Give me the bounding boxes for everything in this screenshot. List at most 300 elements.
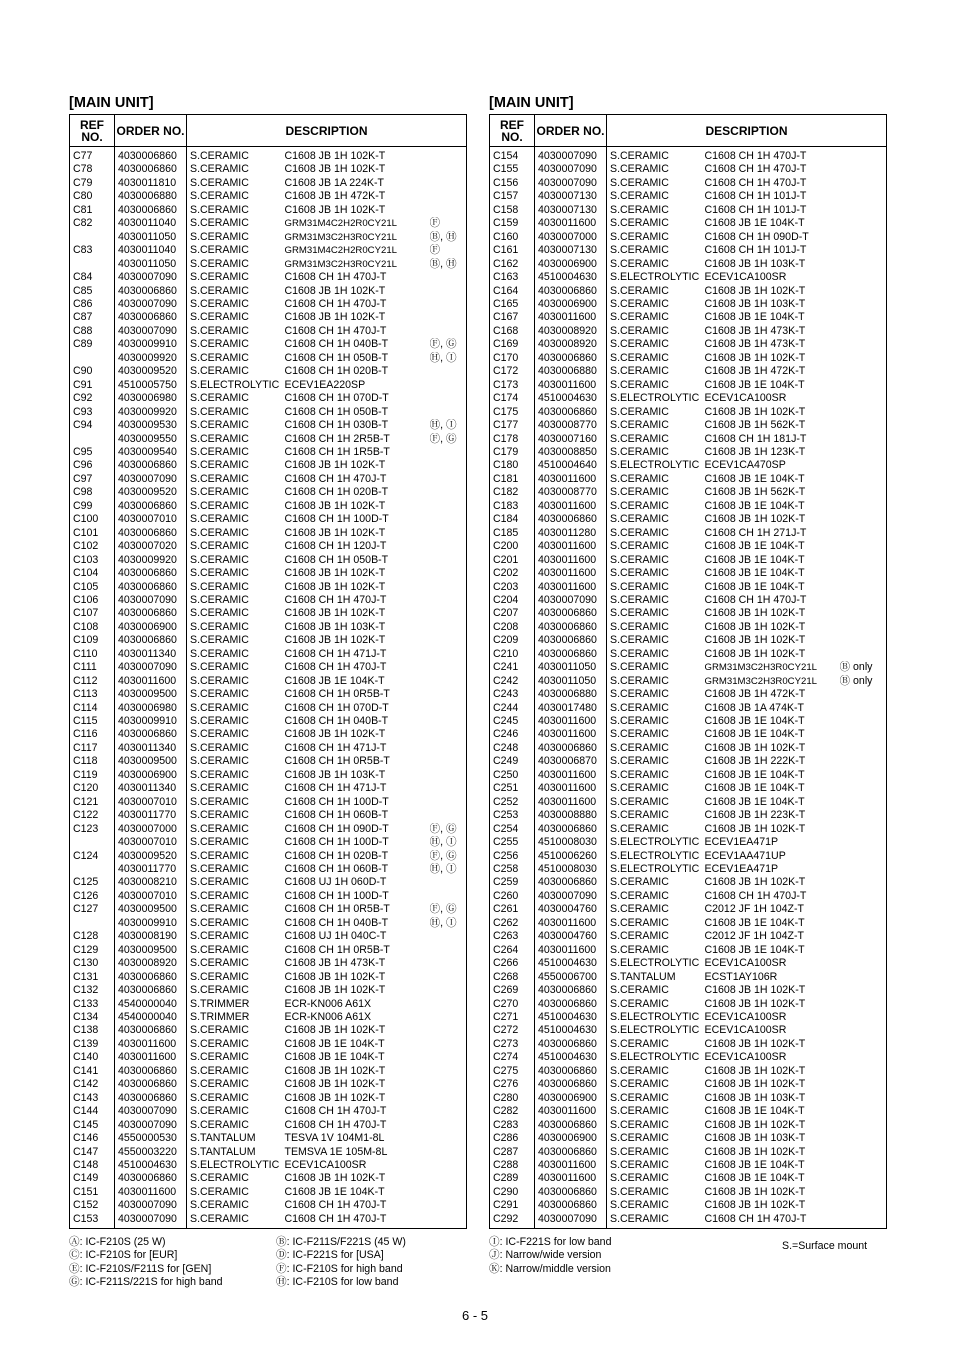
version-note-cell [430, 147, 467, 164]
table-row [490, 998, 887, 1011]
part-type-cell: S.CERAMIC [607, 581, 702, 594]
order-no-cell: 4030006870 [535, 755, 607, 768]
part-type-cell: S.CERAMIC [607, 648, 702, 661]
part-spec-cell: C1608 JB 1H 102K-T [284, 970, 386, 983]
part-spec-cell: C1608 JB 1A 474K-T [704, 701, 805, 714]
ref-no-cell: C290 [490, 1186, 535, 1199]
table-row [490, 876, 887, 889]
order-no-cell: 4030007090 [115, 1119, 187, 1132]
part-spec-cell: C1608 UJ 1H 040C-T [284, 930, 387, 943]
part-type-cell: S.CERAMIC [187, 648, 282, 661]
ref-no-cell: C80 [70, 190, 115, 203]
ref-no-cell: C262 [490, 917, 535, 930]
order-no-cell: 4030006860 [535, 876, 607, 889]
part-spec-cell: C1608 CH 1H 470J-T [702, 1213, 840, 1229]
part-type-cell: S.CERAMIC [187, 258, 282, 271]
version-note-cell [430, 944, 467, 957]
part-type-cell: S.CERAMIC [607, 244, 702, 257]
ref-no-cell: C243 [490, 688, 535, 701]
part-spec-cell: C1608 JB 1H 102K-T [704, 1145, 806, 1158]
ref-no-cell: C154 [490, 147, 535, 164]
part-type-cell: S.CERAMIC [187, 325, 282, 338]
table-row [70, 1011, 467, 1024]
part-spec-cell: C1608 JB 1H 102K-T [284, 1064, 386, 1077]
version-note-cell [430, 594, 467, 607]
table-row [70, 607, 467, 620]
table-row [490, 338, 887, 351]
table-row [490, 258, 887, 271]
part-spec-cell: C1608 JB 1E 104K-T [704, 499, 805, 512]
order-no-cell: 4030007010 [115, 836, 187, 849]
part-spec-cell: C1608 JB 1H 102K-T [704, 997, 806, 1010]
part-type-cell: S.CERAMIC [187, 1186, 282, 1199]
ref-no-cell: C148 [70, 1159, 115, 1172]
version-note-cell [430, 1172, 467, 1185]
table-row [70, 352, 467, 365]
order-no-cell: 4030009530 [115, 419, 187, 432]
version-note-cell [430, 621, 467, 634]
part-spec-cell: ECST1AY106R [704, 970, 778, 983]
order-no-cell: 4030008880 [535, 809, 607, 822]
table-row [490, 1051, 887, 1064]
ref-no-cell: C130 [70, 957, 115, 970]
order-no-cell: 4030011600 [535, 944, 607, 957]
part-spec-cell: C1608 JB 1H 102K-T [704, 1199, 806, 1212]
table-row [70, 244, 467, 257]
order-no-cell: 4030009500 [115, 903, 187, 916]
table-row [490, 1159, 887, 1172]
ref-no-cell: C256 [490, 850, 535, 863]
version-note-cell [840, 567, 887, 580]
ref-no-cell [70, 836, 115, 849]
order-no-cell: 4030007090 [535, 163, 607, 176]
ref-no-cell: C282 [490, 1105, 535, 1118]
table-row [70, 1051, 467, 1064]
part-spec-cell: C1608 JB 1H 102K-T [284, 1172, 386, 1185]
order-no-cell: 4030007090 [535, 890, 607, 903]
part-spec-cell: C1608 CH 1H 101J-T [704, 244, 807, 257]
part-type-cell: S.CERAMIC [607, 876, 702, 889]
part-spec-cell: C1608 JB 1E 104K-T [704, 943, 805, 956]
part-type-cell: S.CERAMIC [607, 890, 702, 903]
version-note-cell: Ⓗ, Ⓘ [430, 419, 467, 432]
part-type-cell: S.CERAMIC [607, 204, 702, 217]
part-type-cell: S.CERAMIC [607, 796, 702, 809]
part-type-cell: S.CERAMIC [187, 688, 282, 701]
order-no-cell: 4030011600 [535, 554, 607, 567]
version-note-cell [430, 1146, 467, 1159]
ref-no-cell: C180 [490, 459, 535, 472]
table-row [490, 1146, 887, 1159]
part-spec-cell: C1608 CH 1H 271J-T [704, 526, 807, 539]
table-row [70, 688, 467, 701]
table-row [490, 1092, 887, 1105]
version-note-cell [430, 1105, 467, 1118]
version-note-cell [840, 903, 887, 916]
table-row [70, 903, 467, 916]
table-row [70, 836, 467, 849]
part-type-cell: S.CERAMIC [187, 957, 282, 970]
part-type-cell: S.CERAMIC [607, 567, 702, 580]
order-no-cell: 4030011600 [535, 1159, 607, 1172]
table-row [490, 365, 887, 378]
version-note-cell [840, 1172, 887, 1185]
part-spec-cell: C1608 JB 1E 104K-T [704, 553, 805, 566]
table-row [490, 271, 887, 284]
ref-no-cell: C134 [70, 1011, 115, 1024]
ref-no-cell: C280 [490, 1092, 535, 1105]
order-no-cell: 4030006900 [535, 298, 607, 311]
part-spec-cell: ECEV1CA470SP [704, 459, 786, 472]
ref-no-cell: C179 [490, 446, 535, 459]
table-row [70, 755, 467, 768]
part-spec-cell: C1608 CH 1H 020B-T [284, 486, 389, 499]
part-spec-cell: GRM31M4C2H2R0CY21L [284, 218, 398, 230]
table-row [70, 190, 467, 203]
part-spec-cell: C1608 CH 1H 020B-T [284, 849, 389, 862]
part-type-cell: S.CERAMIC [607, 540, 702, 553]
part-spec-cell: C1608 UJ 1H 060D-T [284, 876, 387, 889]
part-type-cell: S.CERAMIC [187, 581, 282, 594]
version-note-cell [840, 984, 887, 997]
order-no-cell: 4030011340 [115, 742, 187, 755]
order-no-cell: 4030007090 [535, 177, 607, 190]
part-spec-cell: C1608 JB 1H 102K-T [284, 984, 386, 997]
table-row [70, 527, 467, 540]
part-type-cell: S.CERAMIC [187, 271, 282, 284]
part-spec-cell: C1608 JB 1H 562K-T [704, 419, 806, 432]
version-note-cell [840, 1078, 887, 1091]
table-row [490, 715, 887, 728]
version-note-cell [840, 311, 887, 324]
order-no-cell: 4510008030 [535, 863, 607, 876]
version-note-cell [430, 688, 467, 701]
table-row [490, 244, 887, 257]
order-no-cell: 4030011600 [535, 796, 607, 809]
table-row [490, 177, 887, 190]
part-spec-cell: C1608 JB 1H 102K-T [704, 405, 806, 418]
part-type-cell: S.CERAMIC [187, 1092, 282, 1105]
order-no-cell: 4030011600 [535, 769, 607, 782]
part-type-cell: S.CERAMIC [607, 944, 702, 957]
table-row [70, 1092, 467, 1105]
part-spec-cell: C1608 CH 1H 470J-T [284, 324, 387, 337]
order-no-cell: 4030006860 [535, 984, 607, 997]
version-note-cell [840, 998, 887, 1011]
ref-no-cell: C78 [70, 163, 115, 176]
legend-notes-left [69, 1236, 223, 1290]
ref-no-cell: C109 [70, 634, 115, 647]
table-row [490, 836, 887, 849]
ref-no-cell: C98 [70, 486, 115, 499]
ref-no-cell: C181 [490, 473, 535, 486]
part-type-cell: S.CERAMIC [607, 1146, 702, 1159]
part-type-cell: S.CERAMIC [187, 352, 282, 365]
order-no-cell: 4030006860 [535, 1038, 607, 1051]
part-type-cell: S.CERAMIC [187, 782, 282, 795]
table-row [70, 675, 467, 688]
table-row [70, 728, 467, 741]
table-row [490, 554, 887, 567]
ref-no-cell: C96 [70, 459, 115, 472]
table-row [70, 1172, 467, 1185]
part-spec-cell: C1608 JB 1E 104K-T [704, 1105, 805, 1118]
part-spec-cell: C1608 JB 1H 562K-T [704, 486, 806, 499]
version-note-cell [840, 1038, 887, 1051]
version-note-cell [840, 1065, 887, 1078]
part-type-cell: S.CERAMIC [187, 244, 282, 257]
order-no-cell: 4030011600 [535, 782, 607, 795]
part-spec-cell: C1608 CH 1H 470J-T [704, 176, 807, 189]
table-row [490, 459, 887, 472]
part-type-cell: S.CERAMIC [607, 1065, 702, 1078]
version-note-cell: Ⓕ, Ⓖ [430, 823, 467, 836]
version-note-cell [840, 850, 887, 863]
part-type-cell: S.CERAMIC [607, 1186, 702, 1199]
ref-no-cell: C168 [490, 325, 535, 338]
part-spec-cell: C1608 CH 1H 470J-T [704, 593, 807, 606]
part-type-cell: S.CERAMIC [607, 379, 702, 392]
part-spec-cell: C1608 JB 1E 104K-T [284, 1051, 385, 1064]
part-type-cell: S.CERAMIC [187, 311, 282, 324]
version-note-cell [840, 406, 887, 419]
part-spec-cell: C1608 JB 1E 104K-T [704, 782, 805, 795]
ref-no-cell: C142 [70, 1078, 115, 1091]
order-no-cell: 4510005750 [115, 379, 187, 392]
version-note-cell [430, 325, 467, 338]
part-type-cell: S.CERAMIC [607, 742, 702, 755]
part-spec-cell: C1608 CH 1H 470J-T [282, 1213, 430, 1229]
table-row [70, 634, 467, 647]
ref-no-cell: C276 [490, 1078, 535, 1091]
version-note-cell [840, 782, 887, 795]
part-type-cell: S.CERAMIC [607, 338, 702, 351]
version-note-cell [840, 1092, 887, 1105]
table-row [490, 1172, 887, 1185]
legend-note: Ⓖ: IC-F211S/221S for high band [69, 1276, 223, 1289]
part-spec-cell: C1608 CH 1H 470J-T [284, 1199, 387, 1212]
part-type-cell: S.CERAMIC [187, 675, 282, 688]
part-spec-cell: C1608 JB 1A 224K-T [284, 176, 385, 189]
part-spec-cell: C1608 CH 1H 060B-T [284, 809, 389, 822]
part-spec-cell: C1608 JB 1H 103K-T [284, 768, 386, 781]
part-spec-cell: C1608 CH 1H 100D-T [284, 795, 389, 808]
order-no-header: ORDER NO. [535, 115, 607, 147]
part-type-cell: S.CERAMIC [607, 147, 702, 164]
part-type-cell: S.CERAMIC [607, 1105, 702, 1118]
ref-no-cell: C153 [70, 1213, 115, 1229]
ref-no-cell: C169 [490, 338, 535, 351]
parts-table [69, 114, 467, 1229]
part-type-cell: S.CERAMIC [607, 433, 702, 446]
table-row [70, 271, 467, 284]
part-type-cell: S.CERAMIC [607, 285, 702, 298]
ref-no-cell: C114 [70, 702, 115, 715]
part-spec-cell: C1608 CH 1H 090D-T [704, 230, 809, 243]
part-spec-cell: C1608 JB 1H 222K-T [704, 755, 806, 768]
table-row [490, 594, 887, 607]
version-note-cell: Ⓑ only [840, 675, 887, 688]
ref-no-cell: C138 [70, 1024, 115, 1037]
ref-no-cell: C248 [490, 742, 535, 755]
table-row [70, 1024, 467, 1037]
order-no-cell: 4030011600 [535, 473, 607, 486]
part-type-cell: S.ELECTROLYTIC [607, 1051, 702, 1064]
ref-no-cell: C263 [490, 930, 535, 943]
order-no-cell: 4030011770 [115, 809, 187, 822]
table-row [70, 392, 467, 405]
table-row [70, 769, 467, 782]
ref-no-cell: C185 [490, 527, 535, 540]
order-no-cell: 4030009500 [115, 755, 187, 768]
version-note-cell [840, 769, 887, 782]
order-no-cell: 4030006900 [115, 621, 187, 634]
order-no-cell: 4030011040 [115, 244, 187, 257]
table-row [490, 634, 887, 647]
part-type-cell: S.CERAMIC [607, 406, 702, 419]
table-row [490, 1213, 887, 1229]
ref-no-cell: C178 [490, 433, 535, 446]
order-no-cell: 4030007160 [535, 433, 607, 446]
table-row [70, 338, 467, 351]
order-no-cell: 4030011770 [115, 863, 187, 876]
table-row [490, 957, 887, 970]
table-row [490, 1065, 887, 1078]
ref-no-cell: C201 [490, 554, 535, 567]
order-no-cell: 4030007090 [115, 594, 187, 607]
order-no-cell: 4030011600 [535, 1172, 607, 1185]
part-spec-cell: C1608 JB 1H 102K-T [284, 150, 386, 162]
table-row [490, 782, 887, 795]
part-type-cell: S.CERAMIC [187, 392, 282, 405]
order-no-cell: 4030006860 [115, 285, 187, 298]
part-type-cell: S.CERAMIC [607, 917, 702, 930]
table-row [490, 850, 887, 863]
version-note-cell: Ⓕ, Ⓖ [430, 903, 467, 916]
legend-notes-right [489, 1236, 611, 1276]
table-row [490, 1011, 887, 1024]
order-no-cell: 4030007090 [115, 325, 187, 338]
version-note-cell: Ⓕ, Ⓖ [430, 850, 467, 863]
order-no-cell: 4030008770 [535, 419, 607, 432]
ref-no-cell: C172 [490, 365, 535, 378]
order-no-cell: 4030006860 [115, 634, 187, 647]
ref-no-header: REF NO. [490, 115, 535, 147]
ref-no-cell: C122 [70, 809, 115, 822]
part-type-cell: S.TRIMMER [187, 998, 282, 1011]
ref-no-cell: C100 [70, 513, 115, 526]
part-spec-cell: C1608 JB 1H 102K-T [704, 647, 806, 660]
ref-no-cell: C269 [490, 984, 535, 997]
part-spec-cell: C1608 JB 1H 103K-T [704, 297, 806, 310]
version-note-cell: Ⓕ, Ⓖ [430, 338, 467, 351]
table-row [490, 675, 887, 688]
version-note-cell: Ⓑ, Ⓗ [430, 231, 467, 244]
order-no-cell: 4030006860 [535, 742, 607, 755]
part-type-cell: S.CERAMIC [187, 944, 282, 957]
order-no-cell: 4030007090 [115, 271, 187, 284]
version-note-cell [430, 365, 467, 378]
part-spec-cell: C1608 CH 1H 090D-T [284, 822, 389, 835]
ref-no-cell: C126 [70, 890, 115, 903]
table-row [70, 486, 467, 499]
table-row [70, 177, 467, 190]
table-row [70, 621, 467, 634]
version-note-cell [840, 1051, 887, 1064]
part-type-cell: S.CERAMIC [187, 903, 282, 916]
version-note-cell [840, 433, 887, 446]
order-no-cell: 4030006860 [535, 823, 607, 836]
order-no-cell: 4030006860 [535, 352, 607, 365]
legend-note: Ⓘ: IC-F221S for low band [489, 1236, 612, 1248]
table-row [490, 190, 887, 203]
part-type-cell: S.CERAMIC [607, 1078, 702, 1091]
part-spec-cell: C1608 JB 1H 102K-T [284, 567, 386, 580]
order-no-cell: 4030006980 [115, 392, 187, 405]
part-spec-cell: C1608 CH 1H 470J-T [284, 661, 387, 674]
part-type-cell: S.ELECTROLYTIC [187, 379, 282, 392]
part-spec-cell: C1608 CH 1H 040B-T [284, 338, 389, 351]
table-row [70, 1199, 467, 1212]
ref-no-cell: C127 [70, 903, 115, 916]
ref-no-cell: C260 [490, 890, 535, 903]
part-spec-cell: C1608 CH 1H 0R5B-T [284, 755, 390, 768]
table-row [490, 984, 887, 997]
part-type-cell: S.CERAMIC [187, 567, 282, 580]
ref-no-cell: C85 [70, 285, 115, 298]
order-no-cell: 4030008920 [535, 338, 607, 351]
table-row [490, 890, 887, 903]
table-row [70, 379, 467, 392]
table-row [490, 486, 887, 499]
table-row [70, 1038, 467, 1051]
version-note-cell [840, 634, 887, 647]
ref-no-cell: C286 [490, 1132, 535, 1145]
ref-no-header: REF NO. [70, 115, 115, 147]
table-row [490, 1199, 887, 1212]
order-no-cell: 4030006860 [535, 1065, 607, 1078]
ref-no-cell: C84 [70, 271, 115, 284]
part-spec-cell: C1608 JB 1E 104K-T [704, 916, 805, 929]
order-no-cell: 4030011050 [535, 675, 607, 688]
version-note-cell [840, 1199, 887, 1212]
version-note-cell [840, 581, 887, 594]
version-note-cell [430, 392, 467, 405]
version-note-cell [840, 944, 887, 957]
table-row [490, 540, 887, 553]
part-type-cell: S.CERAMIC [607, 661, 702, 674]
order-no-cell: 4030011600 [535, 567, 607, 580]
table-row [70, 147, 467, 164]
part-spec-cell: C1608 CH 1H 030B-T [284, 419, 389, 432]
part-spec-cell: C1608 JB 1H 102K-T [704, 351, 806, 364]
part-type-cell: S.CERAMIC [187, 163, 282, 176]
ref-no-cell: C159 [490, 217, 535, 230]
parts-table-body [490, 147, 887, 1229]
part-type-cell: S.ELECTROLYTIC [607, 1011, 702, 1024]
ref-no-cell: C106 [70, 594, 115, 607]
order-no-cell: 4030006860 [535, 285, 607, 298]
order-no-cell: 4030011050 [115, 231, 187, 244]
version-note-cell: Ⓗ, Ⓘ [430, 352, 467, 365]
table-row [490, 742, 887, 755]
legend-note: Ⓔ: IC-F210S/F211S for [GEN] [69, 1262, 212, 1275]
order-no-cell: 4030011600 [535, 728, 607, 741]
part-spec-cell: C1608 JB 1H 102K-T [284, 728, 386, 741]
part-spec-cell: TESVA 1V 104M1-8L [284, 1132, 385, 1145]
part-spec-cell: ECEV1CA100SR [704, 1011, 787, 1023]
part-spec-cell: C2012 JF 1H 104Z-T [704, 903, 805, 916]
